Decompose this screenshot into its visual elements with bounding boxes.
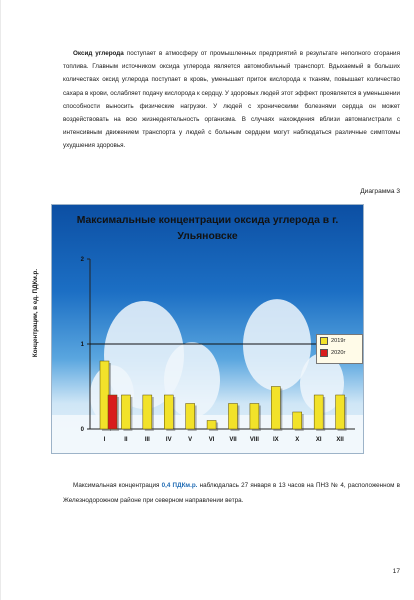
y-tick-label-1: 1 xyxy=(80,342,84,348)
bar-2019г-X xyxy=(293,412,302,429)
bar-2019г-XI xyxy=(314,395,323,429)
x-tick-label-IV: IV xyxy=(165,437,172,443)
paragraph2-before: Максимальная концентрация xyxy=(73,482,162,489)
legend-swatch-2019 xyxy=(320,337,328,345)
x-tick-label-I: I xyxy=(103,437,106,443)
paragraph2-after: наблюдалась 27 января в 13 часов на ПНЗ № 4, расположенном в Железнодорожном районе при северном направлении ветра. xyxy=(63,482,400,504)
x-tick-label-V: V xyxy=(188,437,193,443)
bar-2019г-VI xyxy=(207,421,216,430)
bar-2020г-I xyxy=(108,395,117,429)
x-tick-label-II: II xyxy=(124,437,128,443)
bar-2019г-IX xyxy=(271,387,280,430)
y-tick-label-0: 0 xyxy=(80,427,84,433)
chart-container xyxy=(32,204,364,454)
bar-2019г-VIII xyxy=(250,404,259,430)
x-tick-label-VII: VII xyxy=(229,437,237,443)
legend-swatch-2020 xyxy=(320,349,328,357)
paragraph2-highlight: 0,4 ПДКм.р. xyxy=(161,482,198,489)
x-tick-label-XI: XI xyxy=(315,437,322,443)
bar-2019г-VII xyxy=(229,404,238,430)
bar-2019г-V xyxy=(186,404,195,430)
bar-2019г-III xyxy=(143,395,152,429)
legend-label-2019: 2019г xyxy=(331,338,346,344)
legend-item-2020 xyxy=(317,347,362,359)
x-tick-label-X: X xyxy=(295,437,300,443)
diagram-caption: Диаграмма 3 xyxy=(360,188,400,195)
paragraph-max-concentration xyxy=(63,478,400,508)
legend-item-2019 xyxy=(317,335,362,347)
chart-y-axis-label: Концентрации, в ед. ПДКм.р. xyxy=(32,268,39,358)
y-tick-label-2: 2 xyxy=(80,257,84,263)
chart-title: Максимальные концентрации оксида углерода в г. Ульяновске xyxy=(76,215,339,242)
bar-2019г-I xyxy=(100,361,109,429)
bar-2019г-IV xyxy=(164,395,173,429)
bar-2019г-XII xyxy=(336,395,345,429)
page-number: 17 xyxy=(392,568,400,575)
x-tick-label-IX: IX xyxy=(272,437,279,443)
x-tick-label-VI: VI xyxy=(208,437,215,443)
paragraph-text: поступает в атмосферу от промышленных предприятий в результате неполного сгорания топлива. Главным источником оксида углерода является автомобильный транспорт. Вдыхаемый в больших количествах оксид углерода поступает в кровь, уменьшает приток кислорода к тканям, повышает количество сахара в крови, ослабляет подачу кислорода к сердцу. У здоровых людей этот эффект проявляется в уменьшении способности выносить физические нагрузки. У людей с хроническими болезнями сердца он может воздействовать на всю жизнедеятельность организма. В случаях нахождения вблизи автомагистрали с интенсивным движением транспорта у людей с больным сердцем могут наблюдаться различные симптомы ухудшения здоровья. xyxy=(63,50,400,150)
x-tick-label-VIII: VIII xyxy=(249,437,259,443)
bar-2019г-II xyxy=(121,395,130,429)
paragraph-bold-term: Оксид углерода xyxy=(73,50,124,57)
legend-label-2020: 2020г xyxy=(331,350,346,356)
x-tick-label-III: III xyxy=(144,437,150,443)
x-tick-label-XII: XII xyxy=(336,437,344,443)
paragraph-carbon-monoxide xyxy=(63,47,400,153)
chart-legend xyxy=(316,334,363,364)
